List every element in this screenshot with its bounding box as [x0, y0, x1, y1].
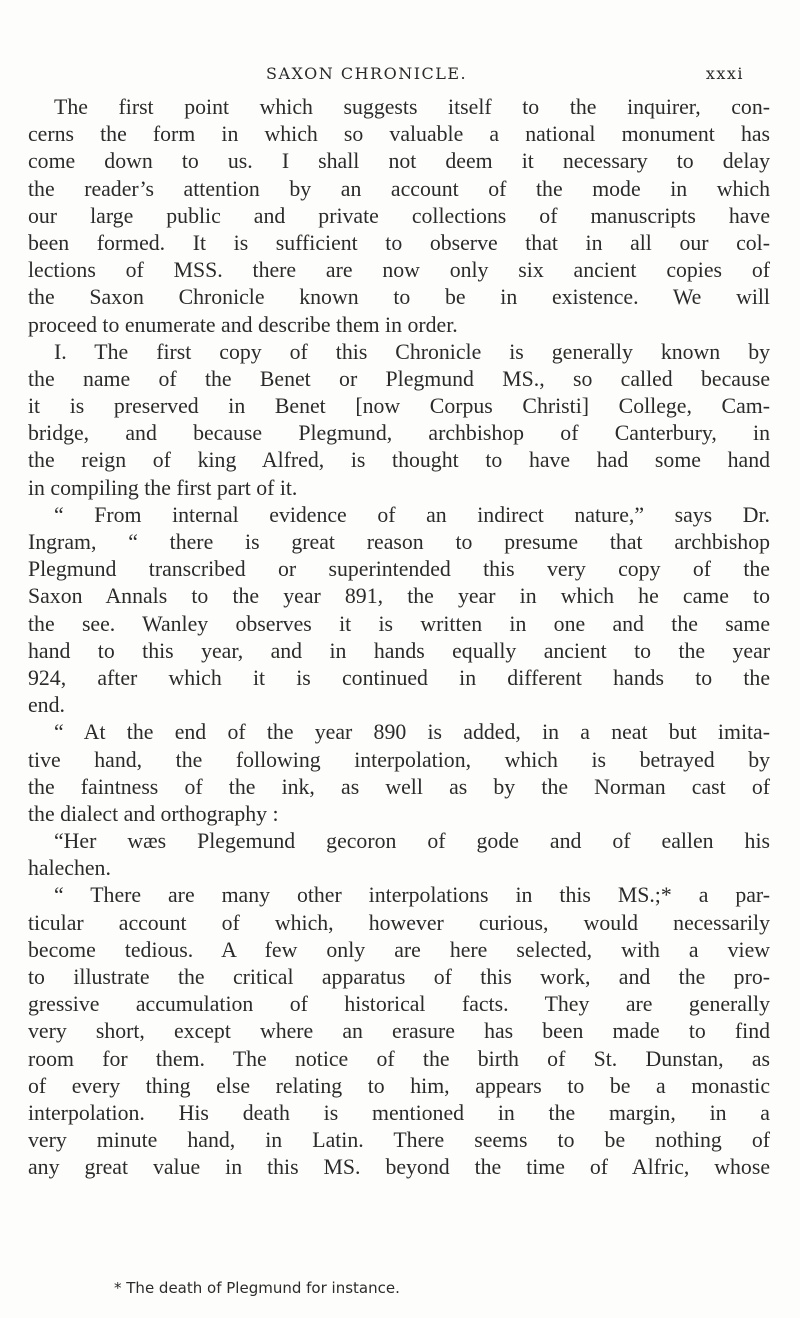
text-line: “ At the end of the year 890 is added, in a neat but imita-	[54, 720, 770, 745]
text-line: The first point which suggests itself to the inquirer, con-	[54, 95, 770, 119]
footnote: * The death of Plegmund for instance.	[114, 1279, 400, 1297]
text-line: room for them. The notice of the birth of St. Dunstan, as	[28, 1046, 770, 1071]
text-line: come down to us. I shall not deem it necessary to delay	[28, 149, 770, 174]
text-line: “ There are many other interpolations in this MS.;* a par-	[54, 883, 770, 908]
text-line: the faintness of the ink, as well as by the Norman cast of	[28, 774, 770, 799]
text-line: Saxon Annals to the year 891, the year in which he came to	[28, 584, 770, 609]
text-line: interpolation. His death is mentioned in the margin, in a	[28, 1100, 770, 1125]
text-line: our large public and private collections of manuscripts have	[28, 203, 770, 228]
page-number: xxxi	[705, 64, 744, 83]
text-line: in compiling the first part of it.	[28, 475, 298, 500]
text-line: ticular account of which, however curious, would necessarily	[28, 910, 770, 935]
running-head	[64, 64, 744, 92]
text-line: halechen.	[28, 856, 111, 881]
text-line: very short, except where an erasure has been made to find	[28, 1019, 770, 1044]
text-line: Ingram, “ there is great reason to presume that archbishop	[28, 530, 770, 554]
text-line: end.	[28, 693, 65, 718]
text-line: the name of the Benet or Plegmund MS., so called because	[28, 366, 770, 391]
text-line: the reign of king Alfred, is thought to have had some hand	[28, 448, 770, 473]
text-line: Plegmund transcribed or superintended this very copy of the	[28, 557, 770, 582]
text-line: hand to this year, and in hands equally ancient to the year	[28, 638, 770, 663]
body-text	[28, 94, 770, 1182]
text-line: the see. Wanley observes it is written in one and the same	[28, 611, 770, 636]
text-line: 924, after which it is continued in different hands to the	[28, 665, 770, 690]
text-line: to illustrate the critical apparatus of this work, and the pro-	[28, 965, 770, 989]
text-line: the reader’s attention by an account of the mode in which	[28, 176, 770, 201]
text-line: “ From internal evidence of an indirect nature,” says Dr.	[54, 502, 770, 527]
text-line: become tedious. A few only are here selected, with a view	[28, 937, 770, 962]
text-line: the Saxon Chronicle known to be in existence. We will	[28, 285, 770, 310]
text-line: the dialect and orthography :	[28, 801, 279, 826]
text-line: it is preserved in Benet [now Corpus Christi] College, Cam-	[28, 394, 770, 419]
text-line: bridge, and because Plegmund, archbishop of Canterbury, in	[28, 421, 770, 446]
text-line: of every thing else relating to him, appears to be a monastic	[28, 1073, 770, 1098]
text-line: lections of MSS. there are now only six ancient copies of	[28, 258, 770, 283]
text-line: any great value in this MS. beyond the time of Alfric, whose	[28, 1155, 770, 1180]
text-line: tive hand, the following interpolation, which is betrayed by	[28, 747, 770, 772]
text-line: cerns the form in which so valuable a national monument has	[28, 122, 770, 147]
text-line: “Her wæs Plegemund gecoron of gode and of eallen his	[54, 829, 770, 854]
text-line: I. The first copy of this Chronicle is generally known by	[54, 339, 770, 364]
text-line: proceed to enumerate and describe them in order.	[28, 312, 458, 337]
running-title: SAXON CHRONICLE.	[266, 64, 468, 83]
text-line: very minute hand, in Latin. There seems to be nothing of	[28, 1128, 770, 1153]
text-line: been formed. It is sufficient to observe that in all our col-	[28, 230, 770, 255]
text-line: gressive accumulation of historical facts. They are generally	[28, 992, 770, 1017]
